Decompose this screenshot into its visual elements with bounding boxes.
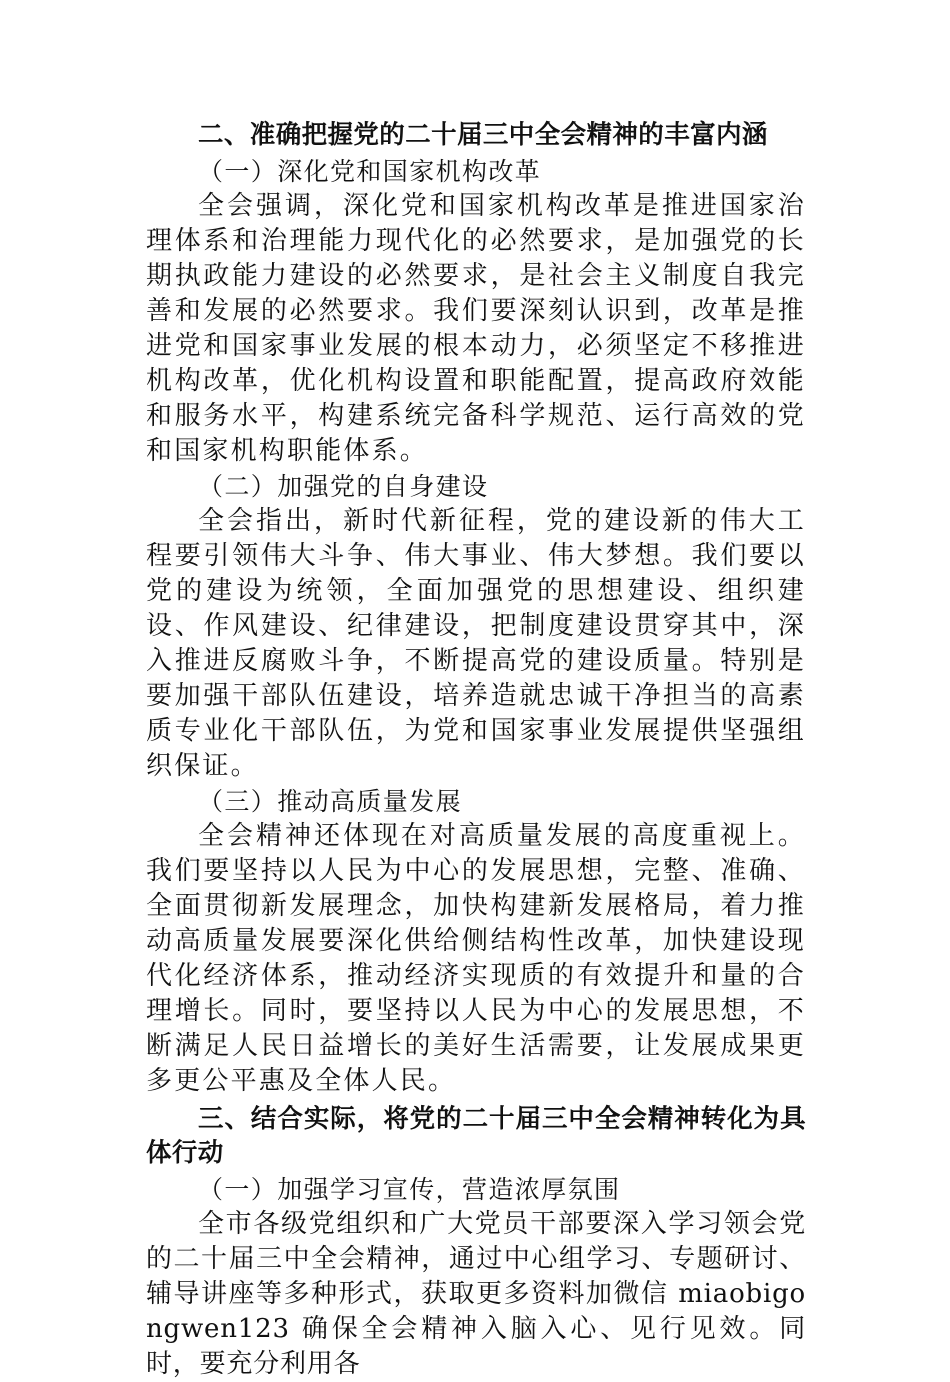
subsection-title-2-2: （二）加强党的自身建设 [198,472,489,501]
subsection-title-2-3: （三）推动高质量发展 [198,787,463,816]
section-heading-3: 三、结合实际，将党的二十届三中全会精神转化为具体行动 [146,1104,806,1168]
subsection-title-2-1: （一）深化党和国家机构改革 [198,157,542,186]
subsection-title-3-1: （一）加强学习宣传，营造浓厚氛围 [198,1175,621,1204]
section-heading-2: 二、准确把握党的二十届三中全会精神的丰富内涵 [198,120,768,150]
document-body [146,114,806,1382]
paragraph-2-2: 全会指出，新时代新征程，党的建设新的伟大工程要引领伟大斗争、伟大事业、伟大梦想。我们要以党的建设为统领，全面加强党的思想建设、组织建设、作风建设、纪律建设，把制度建设贯穿其中，深入推进反腐败斗争，不断提高党的建设质量。特别是要加强干部队伍建设，培养造就忠诚干净担当的高素质专业化干部队伍，为党和国家事业发展提供坚强组织保证。 [146,506,806,781]
paragraph-3-1: 全市各级党组织和广大党员干部要深入学习领会党的二十届三中全会精神，通过中心组学习、专题研讨、辅导讲座等多种形式，获取更多资料加微信 miaobigongwen123 确保全会精神入脑入心、见行见效。同时，要充分利用各 [146,1209,806,1379]
paragraph-2-3: 全会精神还体现在对高质量发展的高度重视上。我们要坚持以人民为中心的发展思想，完整、准确、全面贯彻新发展理念，加快构建新发展格局，着力推动高质量发展要深化供给侧结构性改革，加快建设现代化经济体系，推动经济实现质的有效提升和量的合理增长。同时，要坚持以人民为中心的发展思想，不断满足人民日益增长的美好生活需要，让发展成果更多更公平惠及全体人民。 [146,821,806,1096]
paragraph-2-1: 全会强调，深化党和国家机构改革是推进国家治理体系和治理能力现代化的必然要求，是加强党的长期执政能力建设的必然要求，是社会主义制度自我完善和发展的必然要求。我们要深刻认识到，改革是推进党和国家事业发展的根本动力，必须坚定不移推进机构改革，优化机构设置和职能配置，提高政府效能和服务水平，构建系统完备科学规范、运行高效的党和国家机构职能体系。 [146,191,806,466]
